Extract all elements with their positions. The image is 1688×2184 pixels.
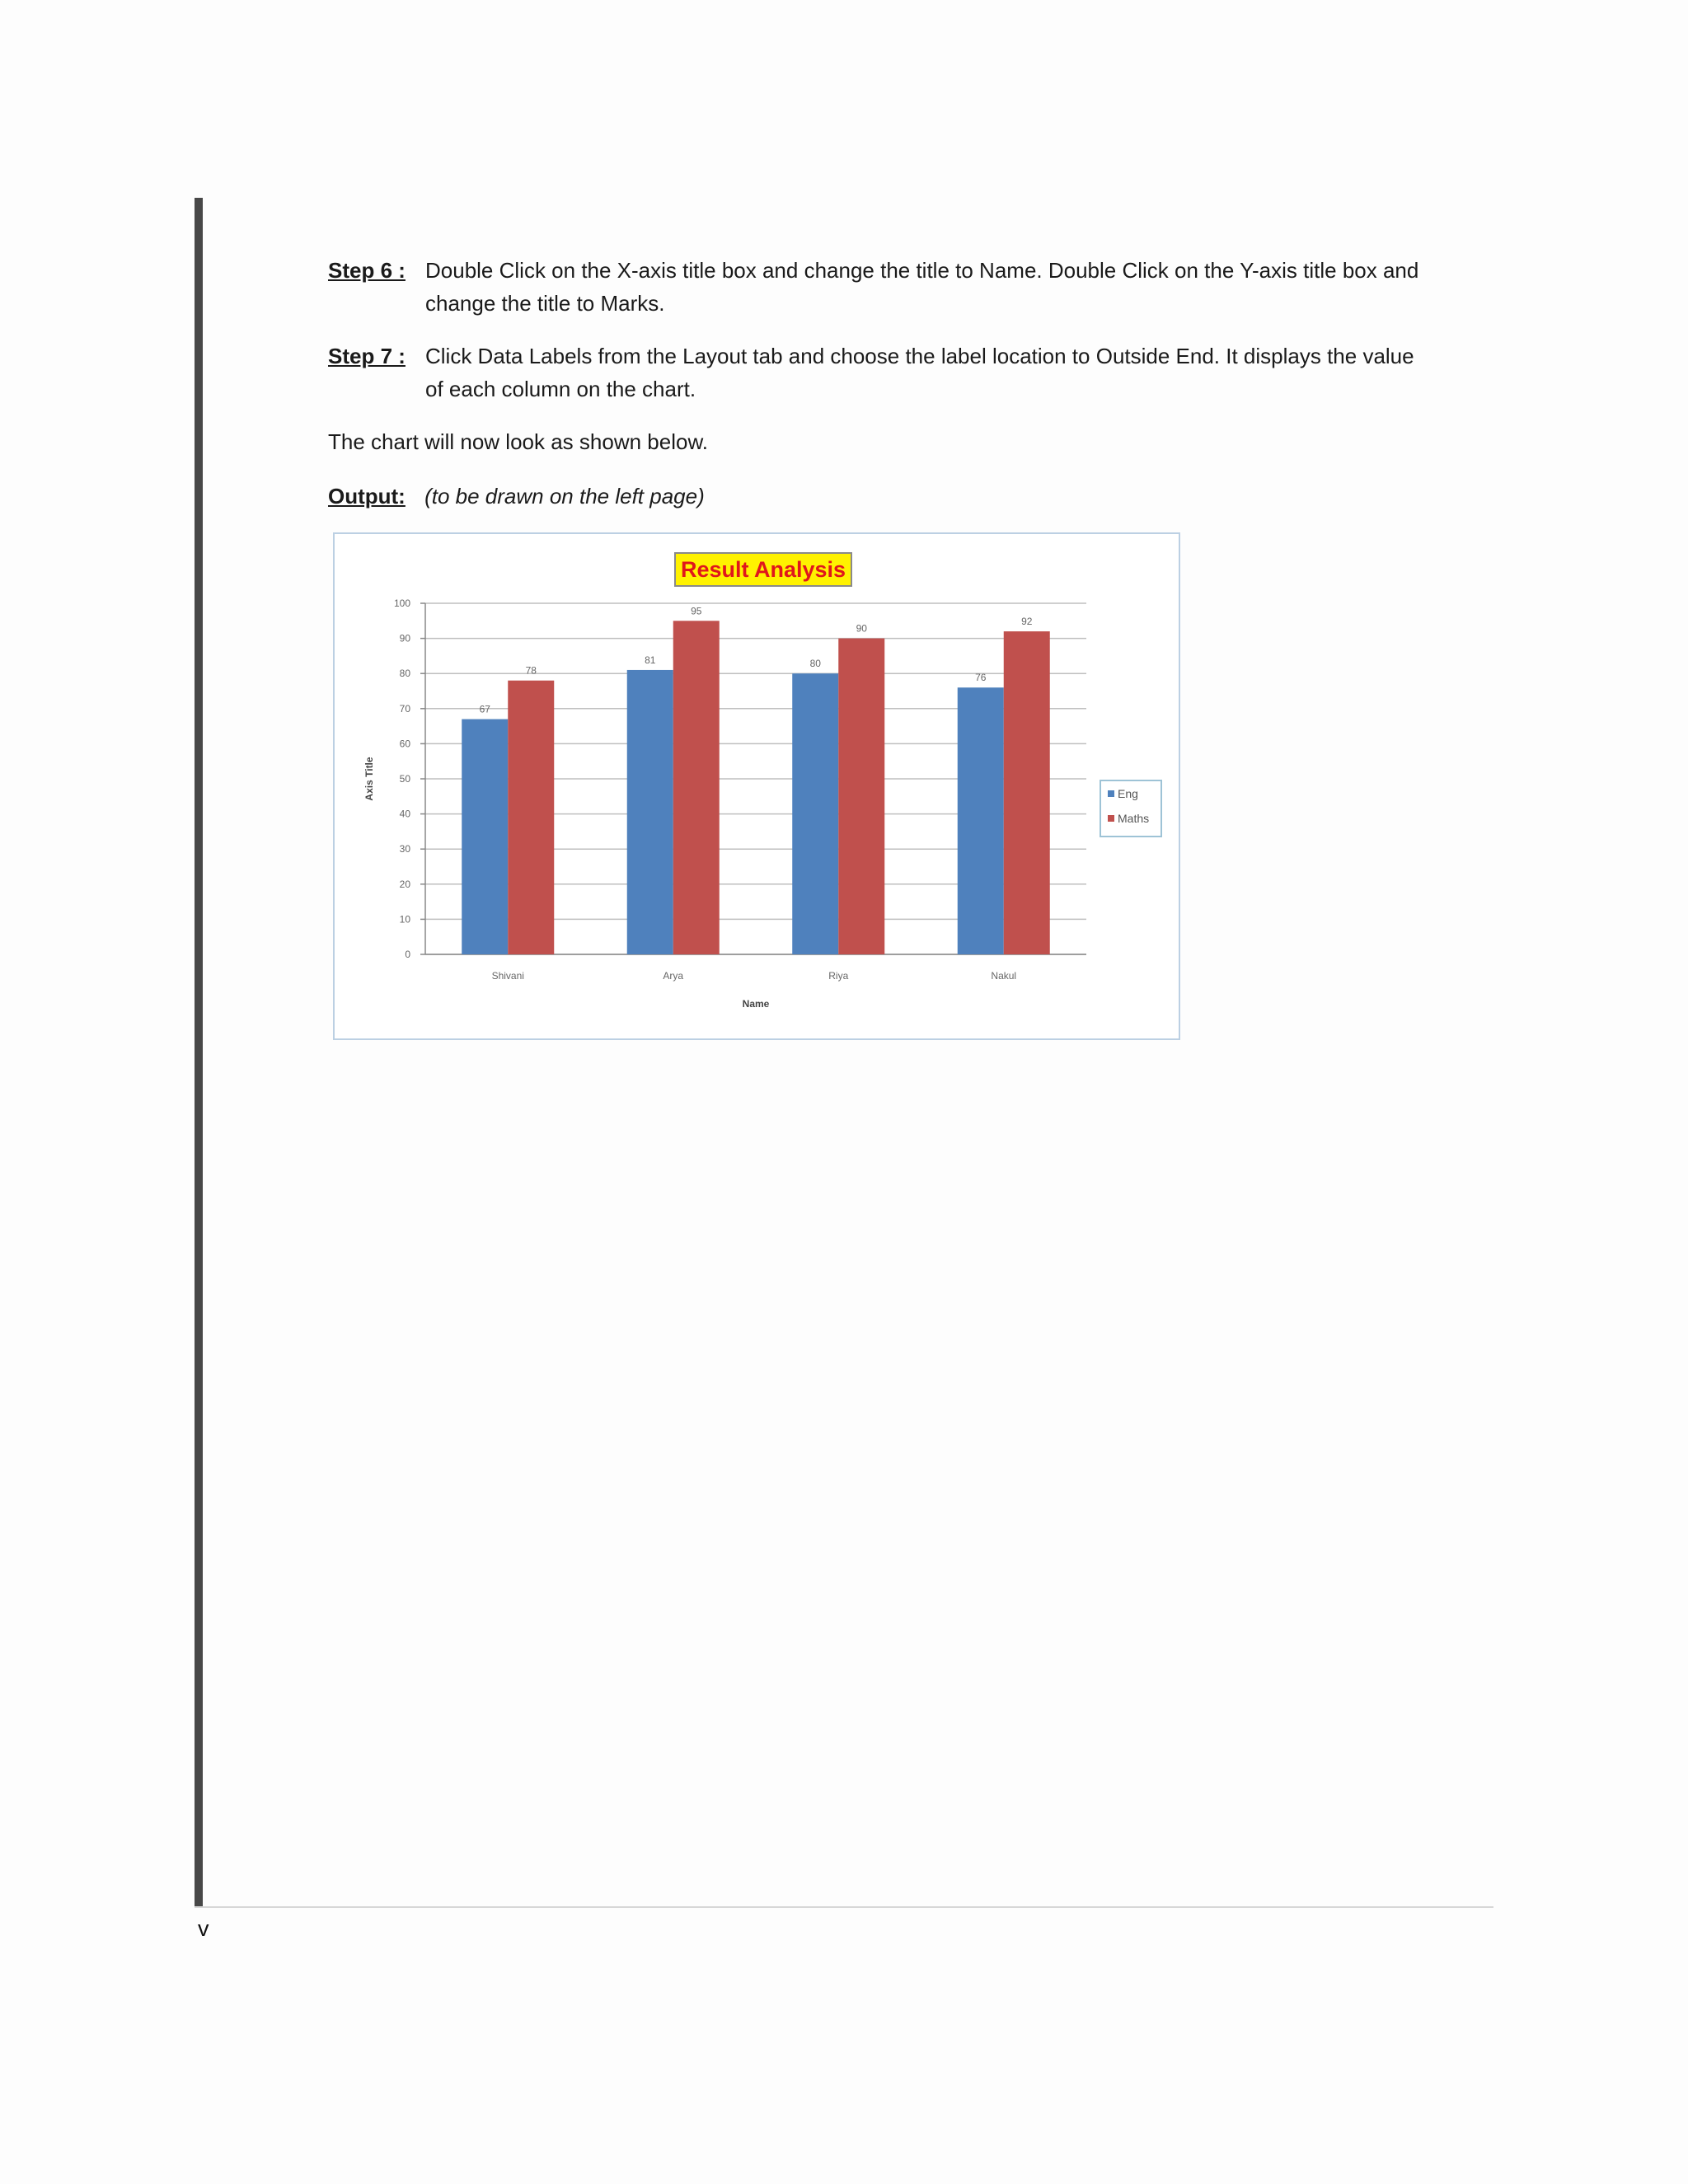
y-axis-title: Axis Title [363,757,375,801]
x-tick-label: Shivani [491,970,524,982]
data-label: 78 [525,664,537,677]
step-6-text: Double Click on the X-axis title box and change the title to Name. Double Click on the Y-axis title box and change the title to Marks. [425,258,1419,316]
step-7 [328,340,1432,405]
data-label: 67 [479,703,490,715]
bar-maths-nakul [1004,631,1050,954]
data-label: 81 [645,654,656,666]
y-tick-label: 10 [399,913,410,926]
y-tick-label: 80 [399,668,410,680]
bar-maths-riya [838,639,884,954]
legend-swatch-eng [1108,790,1114,797]
legend-item-maths [1101,806,1160,831]
page-number: v [198,1916,209,1941]
y-tick-label: 0 [405,949,410,960]
chart-legend [1100,780,1162,837]
step-7-text: Click Data Labels from the Layout tab and choose the label location to Outside End. It displays the value of each column on the chart. [425,344,1414,401]
chart-title: Result Analysis [674,552,852,587]
page-margin-bar [195,198,203,1908]
step-6-label: Step 6 : [328,258,406,283]
legend-label-eng: Eng [1118,787,1138,800]
legend-item-eng [1101,781,1160,806]
y-tick-label: 50 [399,773,410,785]
output-line [328,480,1432,513]
y-tick-label: 30 [399,843,410,855]
bar-eng-riya [792,673,838,954]
legend-label-maths: Maths [1118,812,1150,825]
data-label: 95 [691,605,702,617]
bar-eng-nakul [958,687,1004,954]
document-body [328,254,1432,513]
x-axis-title: Name [742,998,770,1010]
output-note: (to be drawn on the left page) [424,484,705,509]
y-tick-label: 100 [393,598,410,609]
footer-rule [195,1906,1493,1908]
step-6 [328,254,1432,320]
data-label: 92 [1021,616,1033,628]
bar-chart [335,534,1179,1038]
bar-eng-shivani [462,719,508,954]
y-tick-label: 20 [399,878,410,890]
chart-container [333,532,1180,1040]
y-tick-label: 90 [399,632,410,644]
bar-eng-arya [627,670,673,954]
data-label: 76 [975,672,987,684]
step-7-label: Step 7 : [328,344,406,368]
y-tick-label: 70 [399,702,410,715]
y-tick-label: 60 [399,738,410,750]
data-label: 90 [856,622,867,635]
y-tick-label: 40 [399,808,410,820]
bar-maths-arya [673,621,720,954]
x-tick-label: Riya [828,970,849,982]
bar-maths-shivani [508,681,554,954]
legend-swatch-maths [1108,815,1114,822]
output-label: Output: [328,484,406,509]
intro-text: The chart will now look as shown below. [328,429,709,454]
data-label: 80 [809,658,821,670]
x-tick-label: Nakul [991,970,1017,982]
x-tick-label: Arya [663,970,684,982]
